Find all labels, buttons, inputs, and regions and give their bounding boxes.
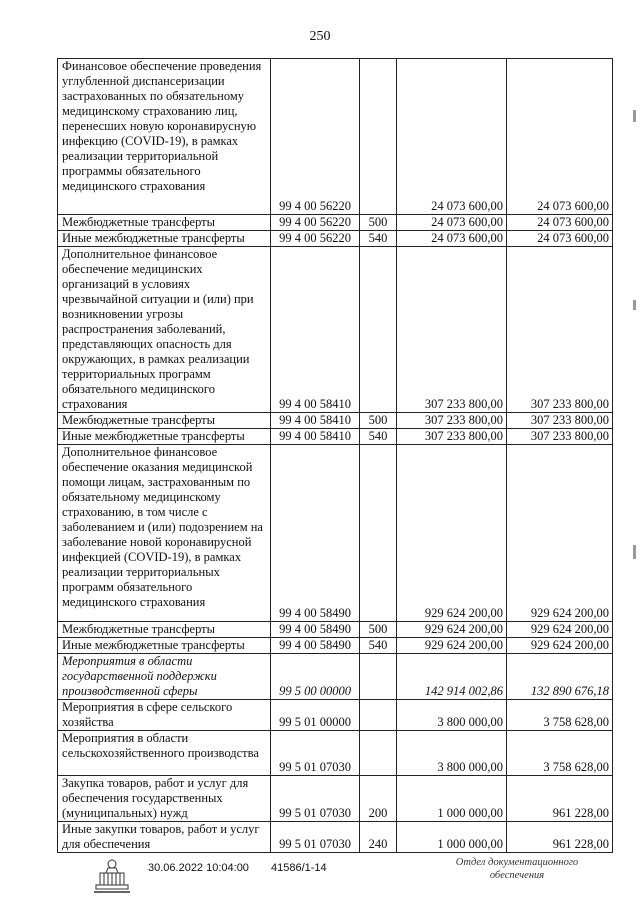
row-code: 99 4 00 56220 — [271, 215, 360, 231]
scan-margin-mark — [633, 110, 636, 122]
row-type: 500 — [360, 622, 397, 638]
row-amount-1: 929 624 200,00 — [397, 622, 507, 638]
table-row — [58, 231, 613, 247]
row-amount-1: 24 073 600,00 — [397, 215, 507, 231]
row-amount-1: 307 233 800,00 — [397, 413, 507, 429]
row-name: Иные закупки товаров, работ и услуг для обеспечения — [58, 822, 271, 853]
row-amount-2: 929 624 200,00 — [507, 622, 613, 638]
row-amount-1: 3 800 000,00 — [397, 700, 507, 731]
row-name: Иные межбюджетные трансферты — [58, 638, 271, 654]
row-amount-2: 24 073 600,00 — [507, 231, 613, 247]
scan-margin-mark — [633, 545, 636, 559]
row-amount-2: 3 758 628,00 — [507, 700, 613, 731]
row-amount-2: 929 624 200,00 — [507, 445, 613, 622]
row-name: Мероприятия в сфере сельского хозяйства — [58, 700, 271, 731]
table-row — [58, 638, 613, 654]
row-amount-1: 24 073 600,00 — [397, 59, 507, 215]
row-type — [360, 700, 397, 731]
stamp-date: 30.06.2022 10:04:00 — [148, 862, 249, 874]
stamp-footer — [0, 852, 640, 897]
table-row — [58, 622, 613, 638]
table-row — [58, 700, 613, 731]
table-row — [58, 247, 613, 413]
table-row — [58, 822, 613, 853]
row-amount-1: 307 233 800,00 — [397, 247, 507, 413]
row-type — [360, 59, 397, 215]
row-code: 99 5 01 00000 — [271, 700, 360, 731]
row-amount-1: 142 914 002,86 — [397, 654, 507, 700]
row-name: Иные межбюджетные трансферты — [58, 231, 271, 247]
row-code: 99 5 01 07030 — [271, 822, 360, 853]
row-amount-2: 307 233 800,00 — [507, 247, 613, 413]
department-line-2: обеспечения — [489, 870, 545, 881]
row-name: Иные межбюджетные трансферты — [58, 429, 271, 445]
budget-table — [57, 58, 613, 853]
row-amount-1: 1 000 000,00 — [397, 822, 507, 853]
row-name: Дополнительное финансовое обеспечение медицинских организаций в условиях чрезвычайной ситуации и (или) при возникновении угрозы распространения заболеваний, представляющих опасность для окружающих, в рамках реализации территориальных программ обязательного медицинского страхования — [58, 247, 271, 413]
page-number: 250 — [309, 29, 331, 44]
row-name: Межбюджетные трансферты — [58, 413, 271, 429]
row-amount-1: 929 624 200,00 — [397, 638, 507, 654]
row-amount-2: 24 073 600,00 — [507, 215, 613, 231]
row-type — [360, 247, 397, 413]
scan-margin-mark — [633, 300, 636, 310]
row-name: Мероприятия в области сельскохозяйственного производства — [58, 731, 271, 776]
row-code: 99 4 00 56220 — [271, 231, 360, 247]
row-amount-2: 24 073 600,00 — [507, 59, 613, 215]
table-row — [58, 429, 613, 445]
row-amount-2: 961 228,00 — [507, 776, 613, 822]
row-amount-1: 3 800 000,00 — [397, 731, 507, 776]
row-code: 99 5 01 07030 — [271, 776, 360, 822]
row-code: 99 4 00 56220 — [271, 59, 360, 215]
row-amount-2: 307 233 800,00 — [507, 429, 613, 445]
row-type: 200 — [360, 776, 397, 822]
row-code: 99 4 00 58410 — [271, 413, 360, 429]
emblem-seal-icon — [92, 856, 132, 894]
row-type — [360, 445, 397, 622]
row-name: Финансовое обеспечение проведения углубленной диспансеризации застрахованных по обязательному медицинскому страхованию лиц, перенесших новую коронавирусную инфекцию (COVID-19), в рамках реализации территориальной программы обязательного медицинского страхования — [58, 59, 271, 215]
department-stamp — [432, 856, 602, 882]
row-amount-2: 132 890 676,18 — [507, 654, 613, 700]
row-code: 99 5 01 07030 — [271, 731, 360, 776]
row-type — [360, 731, 397, 776]
row-amount-2: 307 233 800,00 — [507, 413, 613, 429]
row-amount-1: 24 073 600,00 — [397, 231, 507, 247]
row-name: Межбюджетные трансферты — [58, 215, 271, 231]
row-code: 99 4 00 58490 — [271, 445, 360, 622]
row-type: 500 — [360, 413, 397, 429]
row-amount-2: 961 228,00 — [507, 822, 613, 853]
row-name: Межбюджетные трансферты — [58, 622, 271, 638]
row-code: 99 4 00 58410 — [271, 429, 360, 445]
row-code: 99 4 00 58490 — [271, 622, 360, 638]
row-type: 540 — [360, 638, 397, 654]
table-row — [58, 215, 613, 231]
row-code: 99 4 00 58410 — [271, 247, 360, 413]
row-amount-2: 3 758 628,00 — [507, 731, 613, 776]
row-amount-2: 929 624 200,00 — [507, 638, 613, 654]
row-code: 99 5 00 00000 — [271, 654, 360, 700]
row-code: 99 4 00 58490 — [271, 638, 360, 654]
row-type — [360, 654, 397, 700]
row-amount-1: 929 624 200,00 — [397, 445, 507, 622]
row-name: Дополнительное финансовое обеспечение оказания медицинской помощи лицам, застрахованным по обязательному медицинскому страхованию, в том числе с заболеванием и (или) подозрением на заболевание новой коронавирусной инфекцией (COVID-19), в рамках реализации территориальных программ обязательного медицинского страхования — [58, 445, 271, 622]
table-row — [58, 413, 613, 429]
table-row — [58, 59, 613, 215]
row-type: 500 — [360, 215, 397, 231]
stamp-number: 41586/1-14 — [271, 862, 327, 874]
table-row — [58, 776, 613, 822]
row-amount-1: 1 000 000,00 — [397, 776, 507, 822]
row-amount-1: 307 233 800,00 — [397, 429, 507, 445]
row-type: 540 — [360, 231, 397, 247]
table-row — [58, 654, 613, 700]
table-row — [58, 731, 613, 776]
department-line-1: Отдел документационного — [455, 857, 579, 868]
row-name: Мероприятия в области государственной поддержки производственной сферы — [58, 654, 271, 700]
row-type: 540 — [360, 429, 397, 445]
row-name: Закупка товаров, работ и услуг для обеспечения государственных (муниципальных) нужд — [58, 776, 271, 822]
table-row — [58, 445, 613, 622]
row-type: 240 — [360, 822, 397, 853]
